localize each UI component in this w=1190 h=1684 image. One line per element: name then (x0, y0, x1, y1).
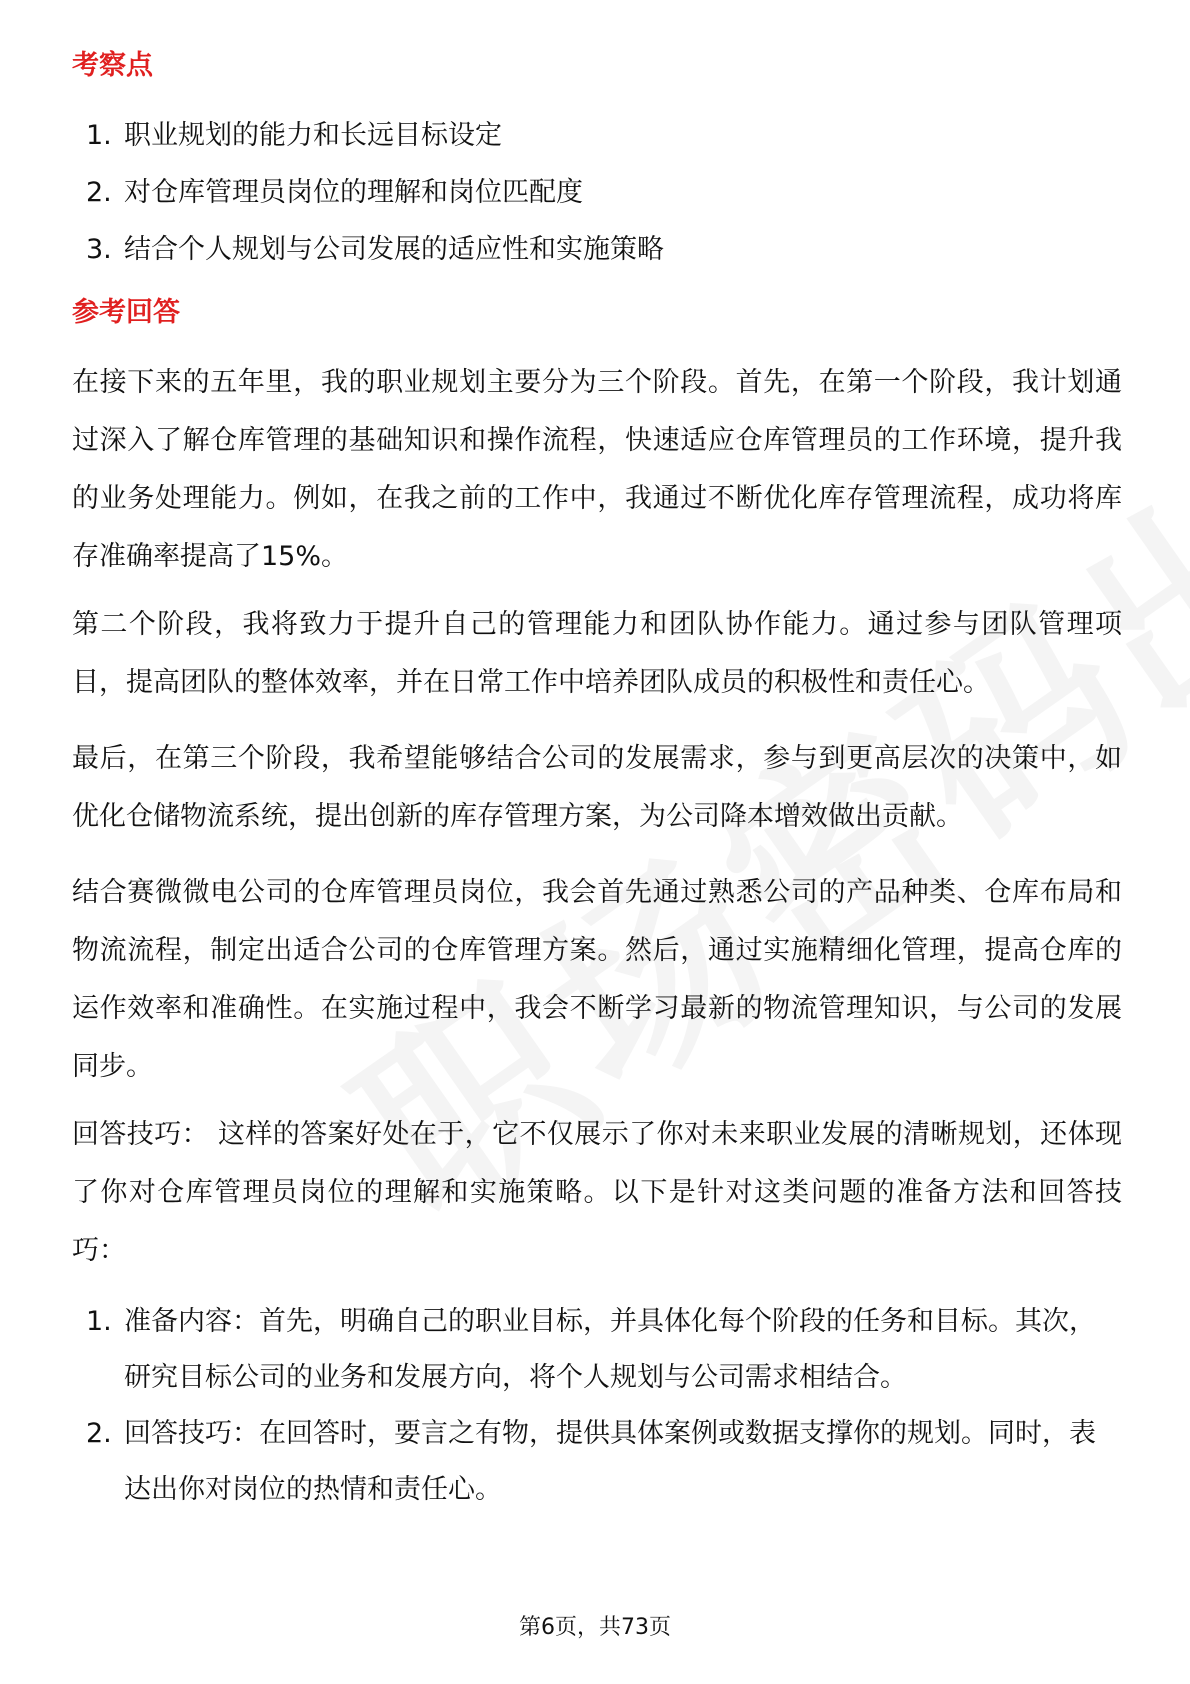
list-item-number: 2. (86, 177, 112, 208)
section-heading-exam-points: 考察点 (72, 50, 153, 81)
list-item-number: 3. (86, 234, 112, 265)
section-heading-reference-answer: 参考回答 (72, 297, 180, 328)
list-item-number: 1. (86, 1306, 112, 1337)
list-item (72, 1294, 1122, 1406)
answer-paragraph-4: 结合赛微微电公司的仓库管理员岗位，我会首先通过熟悉公司的产品种类、仓库布局和物流流程，制定出适合公司的仓库管理方案。然后，通过实施精细化管理，提高仓库的运作效率和准确性。在实施过程中，我会不断学习最新的物流管理知识，与公司的发展同步。 (72, 877, 1122, 1082)
list-item (72, 164, 1122, 221)
tips-list (72, 1294, 1122, 1518)
answer-paragraph-1: 在接下来的五年里，我的职业规划主要分为三个阶段。首先，在第一个阶段，我计划通过深入了解仓库管理的基础知识和操作流程，快速适应仓库管理员的工作环境，提升我的业务处理能力。例如，在我之前的工作中，我通过不断优化库存管理流程，成功将库存准确率提高了15%。 (72, 367, 1122, 572)
answer-paragraph-3: 最后，在第三个阶段，我希望能够结合公司的发展需求，参与到更高层次的决策中，如优化仓储物流系统，提出创新的库存管理方案，为公司降本增效做出贡献。 (72, 743, 1122, 832)
list-item-number: 1. (86, 120, 112, 151)
list-item-text: 对仓库管理员岗位的理解和岗位匹配度 (124, 177, 583, 208)
list-item-text: 准备内容：首先，明确自己的职业目标，并具体化每个阶段的任务和目标。其次，研究目标公司的业务和发展方向，将个人规划与公司需求相结合。 (124, 1306, 1096, 1393)
list-item-text: 回答技巧：在回答时，要言之有物，提供具体案例或数据支撑你的规划。同时，表达出你对岗位的热情和责任心。 (124, 1418, 1096, 1505)
list-item (72, 221, 1122, 278)
list-item-text: 职业规划的能力和长远目标设定 (124, 120, 502, 151)
exam-points-list (72, 107, 1122, 278)
list-item-text: 结合个人规划与公司发展的适应性和实施策略 (124, 234, 664, 265)
answer-paragraph-2: 第二个阶段，我将致力于提升自己的管理能力和团队协作能力。通过参与团队管理项目，提高团队的整体效率，并在日常工作中培养团队成员的积极性和责任心。 (72, 609, 1122, 698)
list-item-number: 2. (86, 1418, 112, 1449)
page-number: 第6页，共73页 (519, 1615, 671, 1640)
list-item (72, 1406, 1122, 1518)
list-item (72, 107, 1122, 164)
answer-tips-intro: 回答技巧： 这样的答案好处在于，它不仅展示了你对未来职业发展的清晰规划，还体现了你对仓库管理员岗位的理解和实施策略。以下是针对这类问题的准备方法和回答技巧： (72, 1119, 1122, 1266)
